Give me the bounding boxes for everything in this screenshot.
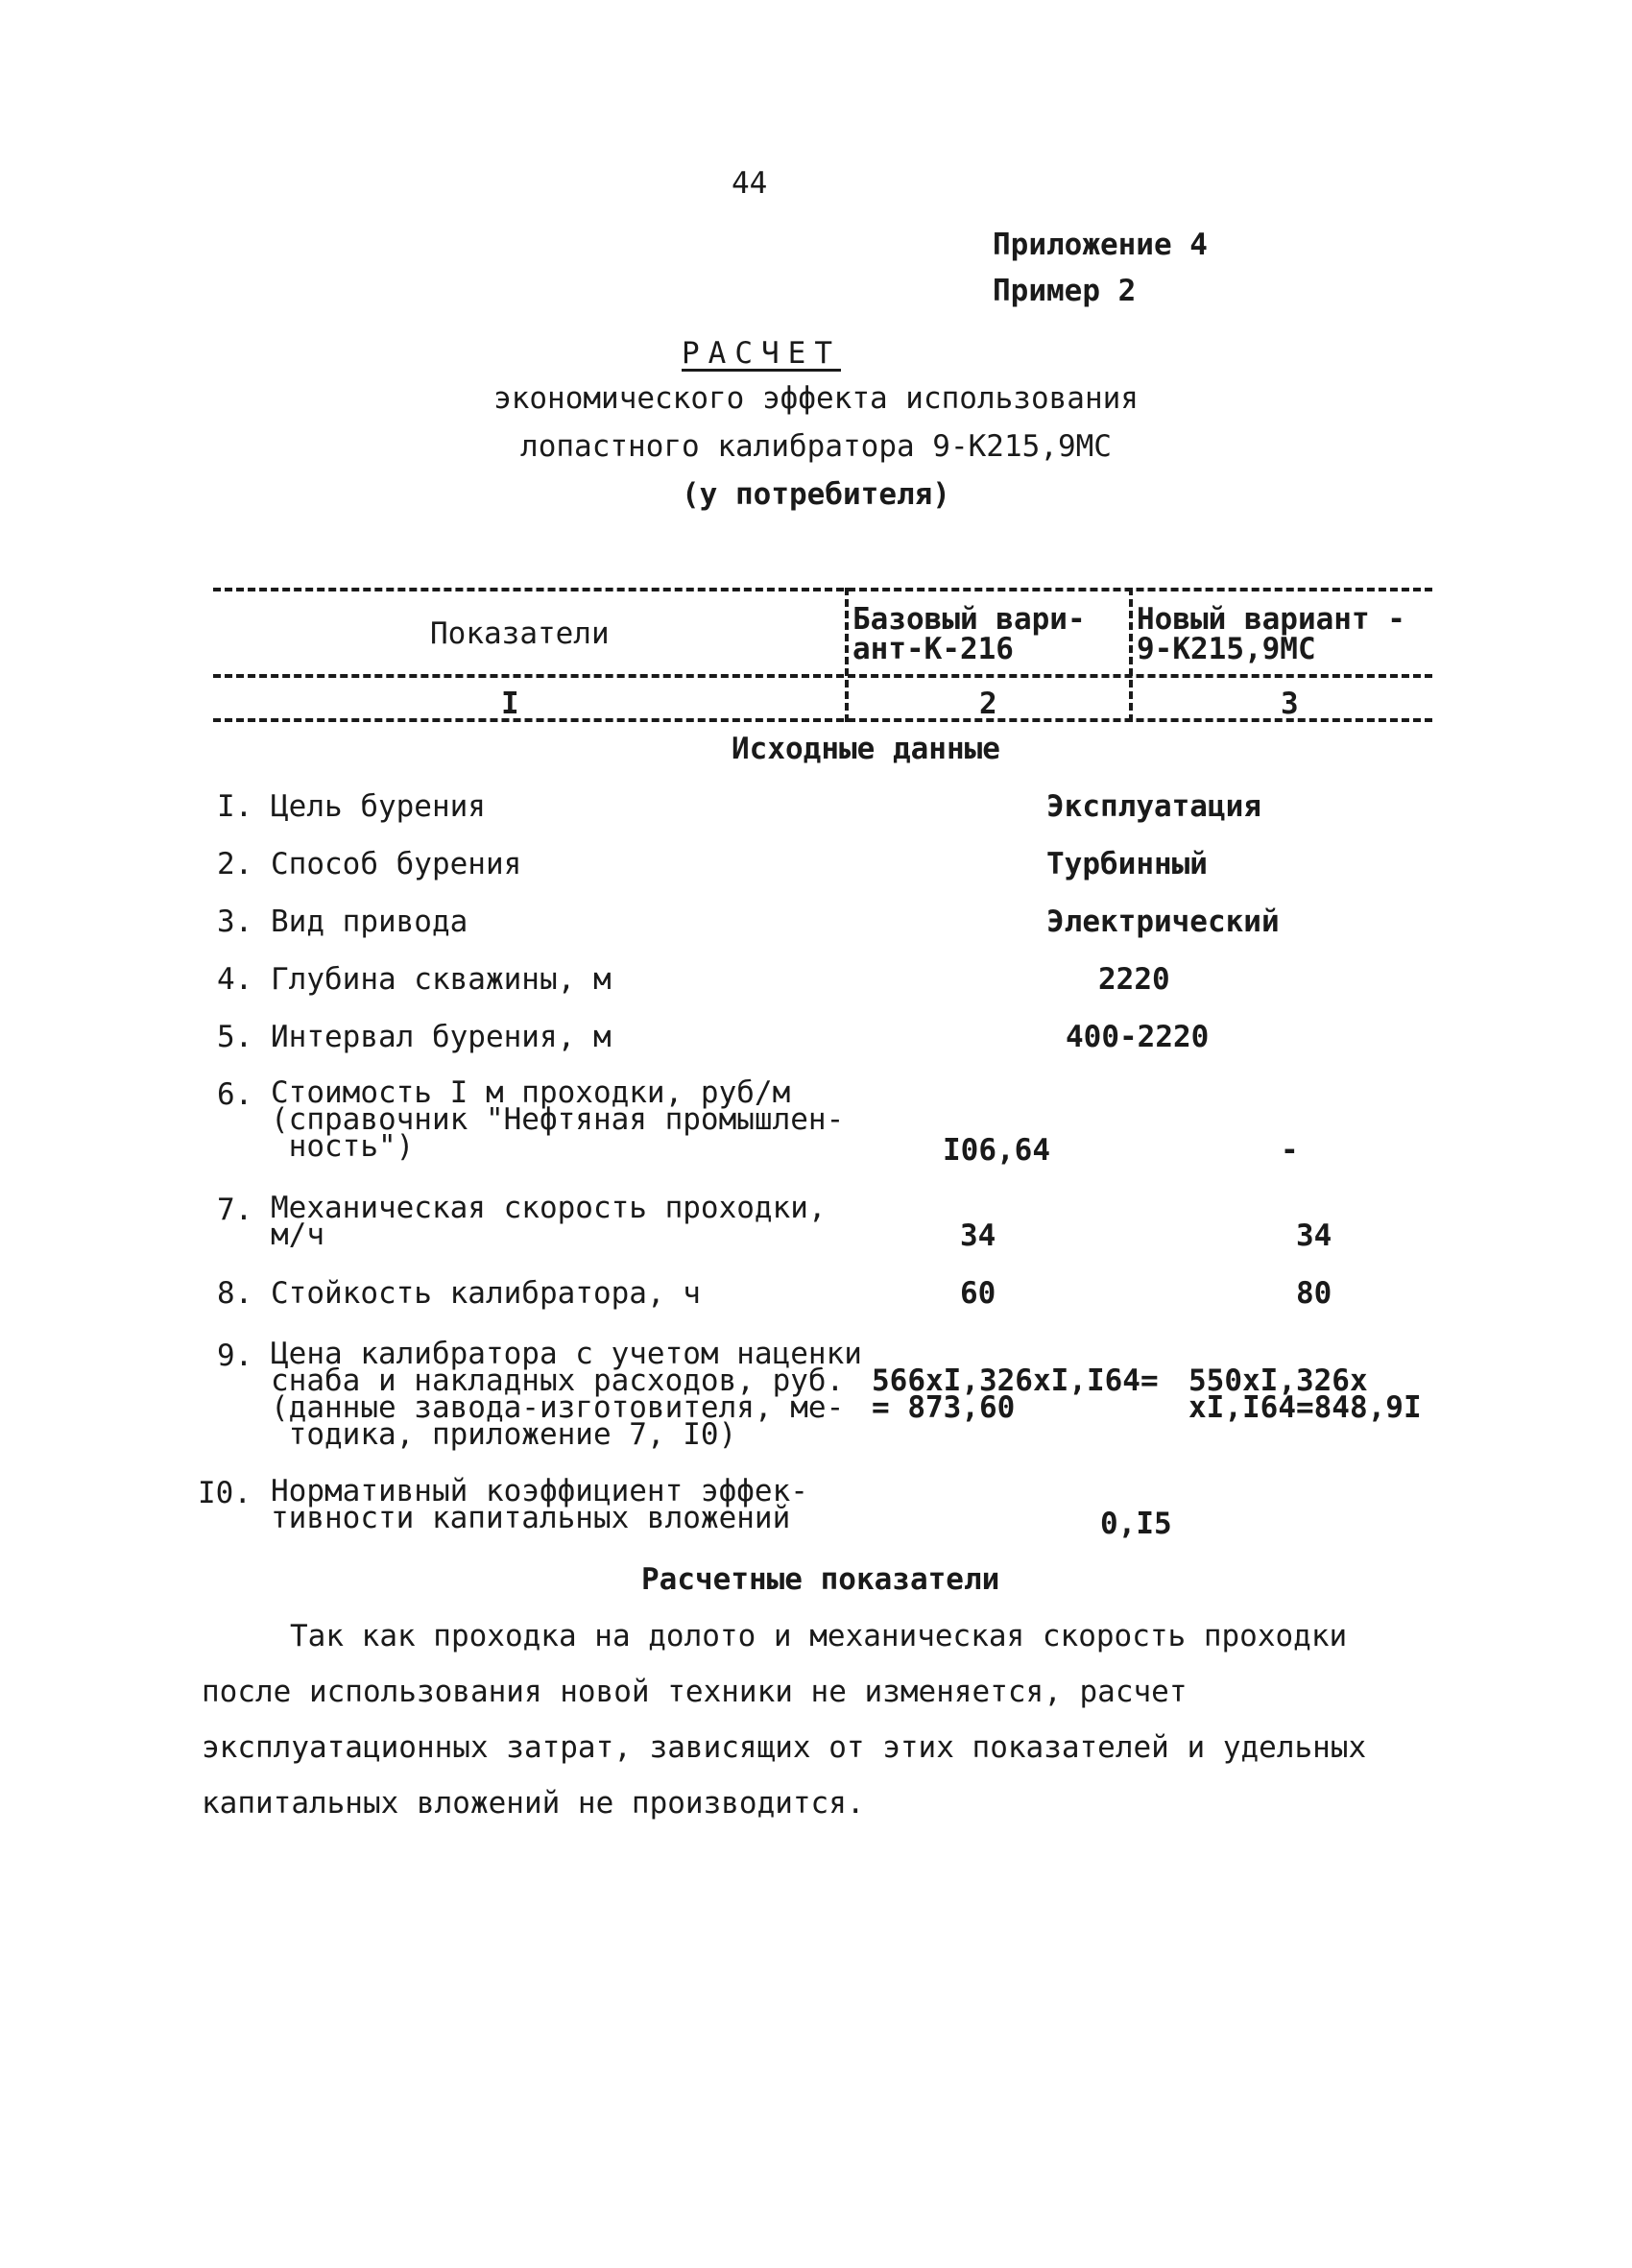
- row-base-value: 34: [960, 1218, 996, 1253]
- row-common-value: Эксплуатация: [1046, 789, 1261, 824]
- row-common-value: 2220: [1098, 962, 1170, 997]
- row-label: Механическая скорость проходки, м/ч: [271, 1191, 827, 1252]
- page-number: 44: [732, 166, 768, 201]
- row-label: Цена калибратора с учетом наценки снаба и накладных расходов, руб. (данные завода-изготовителя, ме- тодика, приложение 7, I0): [271, 1337, 862, 1452]
- row-base-value: I06,64: [943, 1133, 1050, 1168]
- row-label: Цель бурения: [271, 789, 486, 824]
- section-calculated: Расчетные показатели: [641, 1562, 1000, 1597]
- row-label: Стоимость I м проходки, руб/м (справочник "Нефтяная промышлен- ность"): [271, 1075, 845, 1164]
- row-number: 5.: [217, 1020, 253, 1054]
- row-common-value: Турбинный: [1046, 847, 1208, 881]
- column-number-3: 3: [1281, 687, 1299, 721]
- row-number: 6.: [217, 1077, 253, 1112]
- row-new-value: 80: [1296, 1276, 1332, 1311]
- row-number: I0.: [198, 1476, 252, 1510]
- document-title: РАСЧЕТ: [682, 336, 841, 371]
- section-initial-data: Исходные данные: [732, 732, 1000, 766]
- row-label: Глубина скважины, м: [271, 962, 612, 997]
- table-col-divider-1: [845, 588, 849, 722]
- row-number: 9.: [217, 1339, 253, 1373]
- row-new-value: -: [1281, 1133, 1299, 1168]
- subtitle-line-2: лопастного калибратора 9-К215,9МС: [520, 429, 1112, 464]
- subtitle-line-3: (у потребителя): [682, 477, 950, 512]
- row-label: Нормативный коэффициент эффек- тивности капитальных вложений: [271, 1474, 808, 1535]
- row-common-value: 0,I5: [1100, 1507, 1172, 1541]
- table-col-divider-2: [1129, 588, 1133, 722]
- row-number: 3.: [217, 905, 253, 939]
- example-label: Пример 2: [993, 274, 1137, 308]
- row-new-value: 550хI,326х хI,I64=848,9I: [1188, 1363, 1422, 1425]
- row-base-value: 60: [960, 1276, 996, 1311]
- row-label: Интервал бурения, м: [271, 1020, 612, 1054]
- row-number: 7.: [217, 1193, 253, 1227]
- row-number: 2.: [217, 847, 253, 881]
- row-number: 4.: [217, 962, 253, 997]
- row-number: I.: [217, 789, 253, 824]
- row-common-value: 400-2220: [1066, 1020, 1210, 1054]
- row-number: 8.: [217, 1276, 253, 1311]
- column-number-1: I: [501, 687, 519, 721]
- table-header-rule: [213, 674, 1432, 678]
- row-label: Вид привода: [271, 905, 468, 939]
- table-colnum-rule: [213, 718, 1432, 722]
- conclusion-paragraph: Так как проходка на долото и механическая скорость проходки после использования новой техники не изменяется, расчет эксплуатационных затрат, зависящих от этих показателей и удельных капитальных вложений не производится.: [202, 1619, 1367, 1821]
- row-label: Стойкость калибратора, ч: [271, 1276, 701, 1311]
- row-label: Способ бурения: [271, 847, 522, 881]
- row-common-value: Электрический: [1046, 905, 1280, 939]
- header-base-variant: Базовый вари- ант-К-216: [852, 602, 1086, 666]
- row-new-value: 34: [1296, 1218, 1332, 1253]
- header-new-variant: Новый вариант - 9-К215,9МС: [1137, 602, 1405, 666]
- header-indicators: Показатели: [430, 616, 610, 651]
- subtitle-line-1: экономического эффекта использования: [493, 381, 1139, 416]
- column-number-2: 2: [979, 687, 997, 721]
- row-base-value: 566хI,326хI,I64= = 873,60: [872, 1363, 1159, 1425]
- table-top-rule: [213, 588, 1432, 591]
- appendix-label: Приложение 4: [993, 228, 1208, 262]
